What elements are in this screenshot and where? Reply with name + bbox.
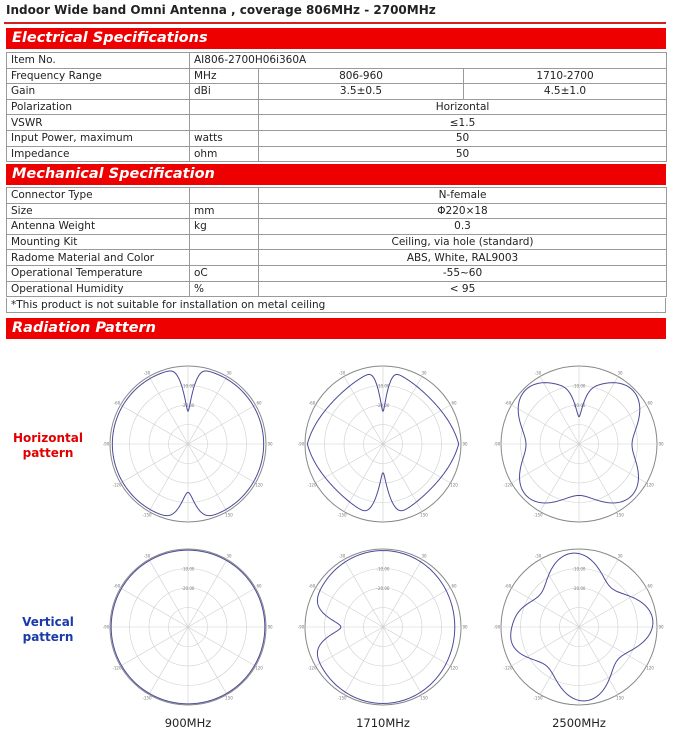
table-row — [7, 219, 667, 235]
angle-label: -150 — [337, 695, 347, 701]
angle-label: 60 — [451, 400, 457, 406]
angle-label: 150 — [616, 512, 624, 518]
ring-label: -10.00 — [181, 566, 195, 572]
spec-unit: % — [190, 281, 259, 297]
table-row — [7, 99, 667, 115]
angle-label: 60 — [256, 400, 262, 406]
spec-value: 1710-2700 — [464, 68, 667, 84]
ring-label: -20.00 — [181, 586, 195, 591]
angle-label: 60 — [647, 583, 653, 589]
spec-label: Operational Humidity — [7, 281, 190, 297]
angle-label: 150 — [420, 695, 428, 701]
angle-label: -90 — [493, 624, 501, 630]
electrical-specifications-table — [6, 52, 667, 162]
spec-label: Connector Type — [7, 188, 190, 204]
spec-value: < 95 — [259, 281, 667, 297]
angle-label: 150 — [225, 695, 233, 701]
spec-value: 3.5±0.5 — [259, 84, 464, 100]
radiation-pattern-heading: Radiation Pattern — [6, 318, 666, 339]
angle-label: 60 — [647, 400, 653, 406]
angle-label: 30 — [421, 370, 427, 376]
document-title: Indoor Wide band Omni Antenna , coverage 806MHz - 2700MHz — [6, 3, 436, 17]
angle-label: -90 — [102, 441, 110, 447]
polar-plot-vertical-1710 — [299, 543, 467, 711]
polar-plot-vertical-2500 — [495, 543, 663, 711]
title-rule — [4, 22, 666, 24]
angle-label: -150 — [142, 512, 152, 518]
table-row — [7, 146, 667, 162]
angle-label: -60 — [504, 400, 512, 406]
spec-value: ABS, White, RAL9003 — [259, 250, 667, 266]
angle-label: -90 — [102, 624, 110, 630]
angle-label: 120 — [646, 482, 654, 488]
spec-value: Ceiling, via hole (standard) — [259, 234, 667, 250]
spec-value: 50 — [259, 130, 667, 146]
mechanical-specification-table — [6, 187, 667, 297]
table-row — [7, 68, 667, 84]
table-row — [7, 265, 667, 281]
spec-value: -55~60 — [259, 265, 667, 281]
spec-label: Item No. — [7, 53, 190, 69]
spec-unit: dBi — [190, 84, 259, 100]
angle-label: -60 — [504, 583, 512, 589]
spec-unit: ohm — [190, 146, 259, 162]
ring-label: -10.00 — [376, 566, 390, 572]
spec-value: ≤1.5 — [259, 115, 667, 131]
angle-label: -30 — [143, 553, 151, 559]
vertical-label-line1: Vertical — [22, 615, 74, 629]
table-row — [7, 250, 667, 266]
angle-label: -60 — [113, 400, 121, 406]
spec-value: N-female — [259, 188, 667, 204]
angle-label: -120 — [503, 482, 513, 488]
spec-unit: oC — [190, 265, 259, 281]
spec-label: VSWR — [7, 115, 190, 131]
table-row — [7, 84, 667, 100]
frequency-label-1710: 1710MHz — [356, 716, 410, 730]
spec-label: Frequency Range — [7, 68, 190, 84]
angle-label: 60 — [256, 583, 262, 589]
horizontal-label-line2: pattern — [22, 446, 74, 460]
angle-label: 150 — [225, 512, 233, 518]
spec-label: Radome Material and Color — [7, 250, 190, 266]
angle-label: -30 — [338, 553, 346, 559]
spec-unit — [190, 234, 259, 250]
spec-label: Gain — [7, 84, 190, 100]
polar-plot-vertical-900 — [104, 543, 272, 711]
angle-label: -120 — [307, 482, 317, 488]
table-row — [7, 281, 667, 297]
spec-unit — [190, 188, 259, 204]
ring-label: -20.00 — [572, 403, 586, 408]
angle-label: -150 — [337, 512, 347, 518]
angle-label: 30 — [421, 553, 427, 559]
frequency-label-900: 900MHz — [164, 716, 212, 730]
spec-unit: mm — [190, 203, 259, 219]
spec-label: Mounting Kit — [7, 234, 190, 250]
angle-label: 120 — [255, 665, 263, 671]
spec-value: Φ220×18 — [259, 203, 667, 219]
mechanical-specification-heading: Mechanical Specification — [6, 164, 666, 185]
ring-label: -10.00 — [376, 383, 390, 389]
spec-label: Size — [7, 203, 190, 219]
spec-value: 50 — [259, 146, 667, 162]
angle-label: -60 — [308, 583, 316, 589]
angle-label: 30 — [617, 370, 623, 376]
angle-label: 30 — [226, 370, 232, 376]
polar-grid — [305, 549, 461, 705]
angle-label: -30 — [143, 370, 151, 376]
angle-label: 150 — [616, 695, 624, 701]
spec-unit — [190, 115, 259, 131]
angle-label: -120 — [307, 665, 317, 671]
table-row — [7, 188, 667, 204]
angle-label: -60 — [308, 400, 316, 406]
polar-grid — [501, 549, 657, 705]
angle-label: 90 — [658, 441, 664, 447]
table-row — [7, 115, 667, 131]
electrical-specifications-heading: Electrical Specifications — [6, 28, 666, 49]
table-row — [7, 53, 667, 69]
table-row — [7, 130, 667, 146]
horizontal-pattern-label — [8, 431, 88, 461]
horizontal-label-line1: Horizontal — [12, 431, 84, 445]
angle-label: -90 — [297, 624, 305, 630]
angle-label: -30 — [534, 553, 542, 559]
angle-label: -30 — [534, 370, 542, 376]
angle-label: -120 — [503, 665, 513, 671]
ring-label: -10.00 — [572, 566, 586, 572]
spec-value: Horizontal — [259, 99, 667, 115]
polar-grid — [501, 366, 657, 522]
polar-plot-horizontal-900 — [104, 360, 272, 528]
ring-label: -20.00 — [572, 586, 586, 591]
table-row — [7, 234, 667, 250]
table-row — [7, 203, 667, 219]
ring-label: -20.00 — [181, 403, 195, 408]
spec-unit: watts — [190, 130, 259, 146]
angle-label: 90 — [267, 624, 273, 630]
polar-plot-horizontal-2500 — [495, 360, 663, 528]
ring-label: -20.00 — [376, 403, 390, 408]
spec-label: Input Power, maximum — [7, 130, 190, 146]
angle-label: 120 — [450, 482, 458, 488]
angle-label: -120 — [112, 665, 122, 671]
frequency-label-2500: 2500MHz — [552, 716, 606, 730]
angle-label: 30 — [617, 553, 623, 559]
ring-label: -10.00 — [181, 383, 195, 389]
vertical-label-line2: pattern — [22, 630, 74, 644]
angle-label: 120 — [646, 665, 654, 671]
angle-label: -150 — [533, 695, 543, 701]
ring-label: -10.00 — [572, 383, 586, 389]
spec-label: Polarization — [7, 99, 190, 115]
spec-unit — [190, 250, 259, 266]
angle-label: -90 — [493, 441, 501, 447]
polar-plot-horizontal-1710 — [299, 360, 467, 528]
angle-label: 30 — [226, 553, 232, 559]
spec-label: Impedance — [7, 146, 190, 162]
ring-label: -20.00 — [376, 586, 390, 591]
polar-grid — [305, 366, 461, 522]
angle-label: -150 — [142, 695, 152, 701]
spec-unit — [190, 99, 259, 115]
spec-unit: kg — [190, 219, 259, 235]
angle-label: -60 — [113, 583, 121, 589]
angle-label: 90 — [462, 624, 468, 630]
angle-label: -90 — [297, 441, 305, 447]
angle-label: 120 — [450, 665, 458, 671]
angle-label: 90 — [658, 624, 664, 630]
angle-label: 60 — [451, 583, 457, 589]
angle-label: 120 — [255, 482, 263, 488]
angle-label: 90 — [267, 441, 273, 447]
installation-note: *This product is not suitable for installation on metal ceiling — [6, 298, 666, 313]
spec-value: 4.5±1.0 — [464, 84, 667, 100]
angle-label: 90 — [462, 441, 468, 447]
vertical-pattern-label — [8, 615, 88, 645]
spec-value: 806-960 — [259, 68, 464, 84]
angle-label: 150 — [420, 512, 428, 518]
angle-label: -30 — [338, 370, 346, 376]
spec-value: AI806-2700H06i360A — [190, 53, 667, 69]
polar-grid — [110, 366, 266, 522]
spec-value: 0.3 — [259, 219, 667, 235]
angle-label: -120 — [112, 482, 122, 488]
spec-label: Antenna Weight — [7, 219, 190, 235]
angle-label: -150 — [533, 512, 543, 518]
spec-label: Operational Temperature — [7, 265, 190, 281]
spec-unit: MHz — [190, 68, 259, 84]
